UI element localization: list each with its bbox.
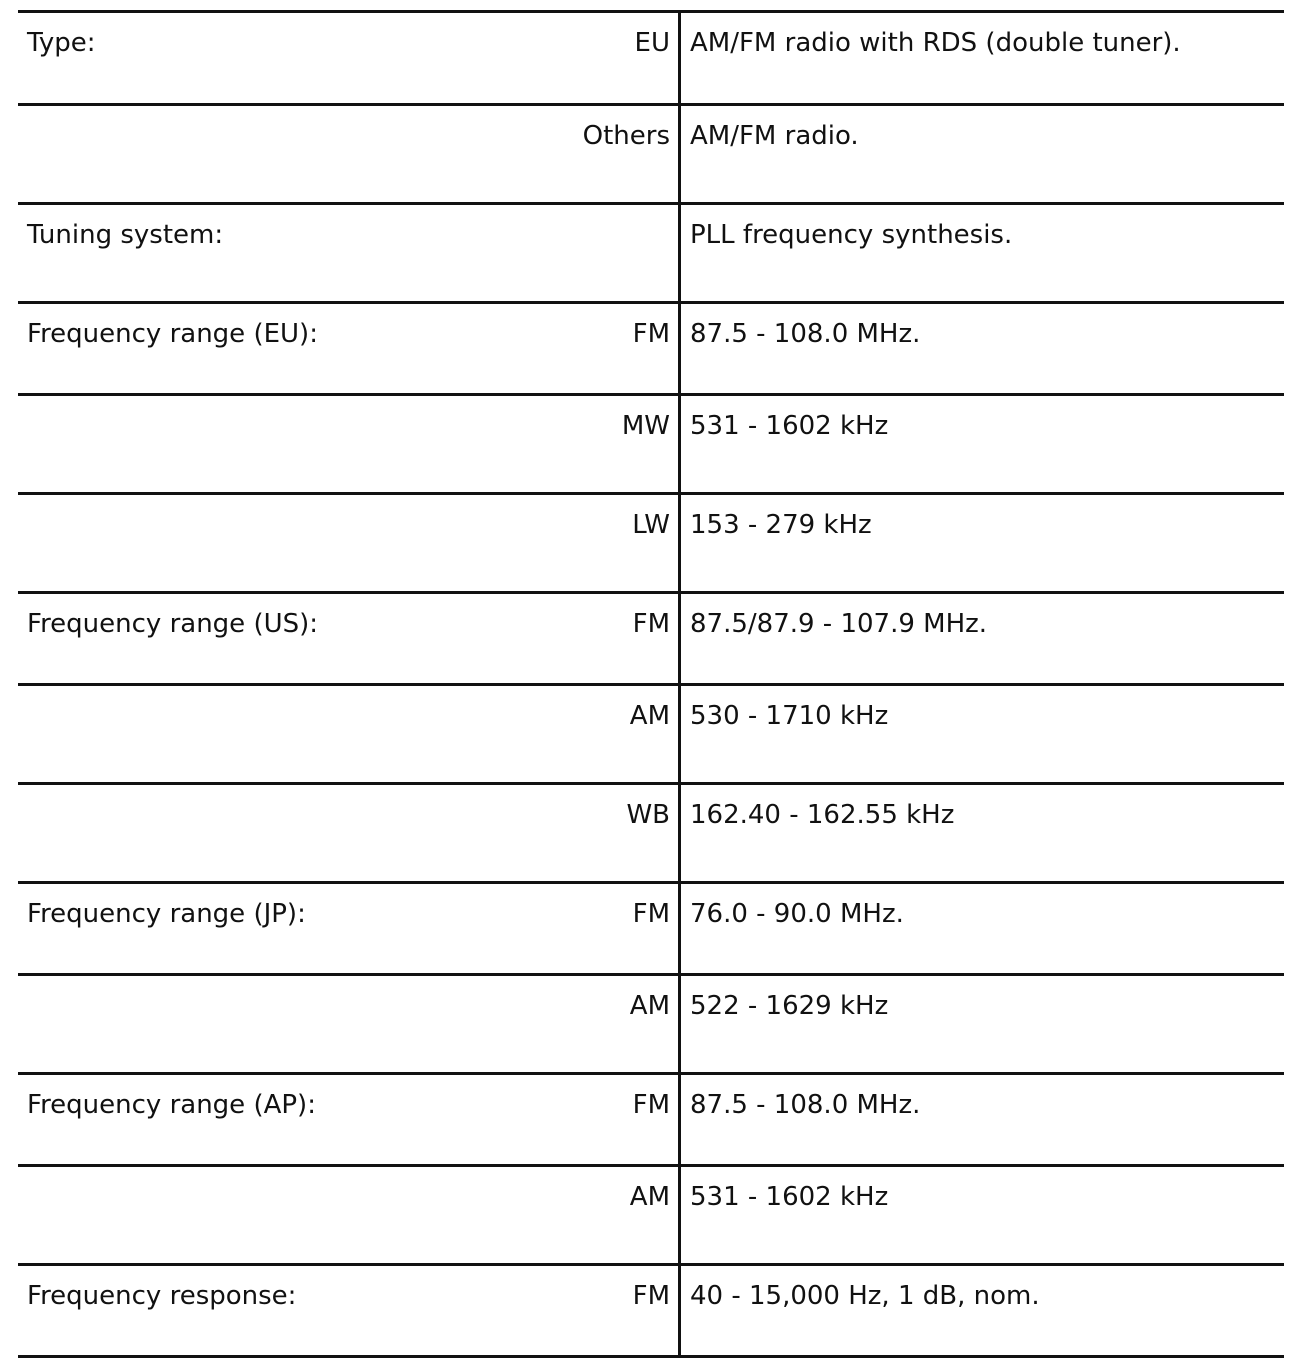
value-cell <box>681 13 1284 103</box>
label-cell <box>18 304 681 393</box>
value-cell <box>681 304 1284 393</box>
row-value: 530 - 1710 kHz <box>690 701 889 731</box>
label-cell <box>18 13 681 103</box>
value-cell <box>681 495 1284 591</box>
row-label: Frequency range (JP): <box>27 899 306 929</box>
row-label: Frequency range (US): <box>27 609 319 639</box>
row-value: AM/FM radio. <box>690 121 859 151</box>
table-row <box>18 1263 1284 1358</box>
value-cell <box>681 594 1284 683</box>
row-value: 153 - 279 kHz <box>690 510 872 540</box>
row-value: PLL frequency synthesis. <box>690 220 1013 250</box>
table-row <box>18 1072 1284 1164</box>
label-cell <box>18 594 681 683</box>
row-qualifier: AM <box>629 701 670 731</box>
row-qualifier: FM <box>632 1281 670 1311</box>
label-cell <box>18 976 681 1072</box>
label-cell <box>18 1167 681 1263</box>
row-label: Frequency range (AP): <box>27 1090 316 1120</box>
value-cell <box>681 884 1284 973</box>
row-label: Frequency response: <box>27 1281 297 1311</box>
value-cell <box>681 205 1284 301</box>
value-cell <box>681 106 1284 202</box>
table-row <box>18 881 1284 973</box>
row-qualifier: AM <box>629 991 670 1021</box>
label-cell <box>18 1075 681 1164</box>
value-cell <box>681 396 1284 492</box>
row-label: Tuning system: <box>27 220 224 250</box>
value-cell <box>681 686 1284 782</box>
spec-table <box>18 10 1284 1358</box>
row-qualifier: MW <box>621 411 670 441</box>
value-cell <box>681 785 1284 881</box>
row-qualifier: EU <box>634 28 670 58</box>
table-row <box>18 591 1284 683</box>
row-value: 40 - 15,000 Hz, 1 dB, nom. <box>690 1281 1040 1311</box>
row-qualifier: FM <box>632 899 670 929</box>
table-row <box>18 10 1284 103</box>
row-value: 76.0 - 90.0 MHz. <box>690 899 904 929</box>
table-row <box>18 973 1284 1072</box>
label-cell <box>18 686 681 782</box>
table-row <box>18 202 1284 301</box>
label-cell <box>18 396 681 492</box>
label-cell <box>18 106 681 202</box>
row-qualifier: FM <box>632 319 670 349</box>
row-qualifier: FM <box>632 1090 670 1120</box>
label-cell <box>18 884 681 973</box>
table-row <box>18 103 1284 202</box>
row-label: Type: <box>27 28 96 58</box>
row-value: 531 - 1602 kHz <box>690 411 889 441</box>
row-qualifier: AM <box>629 1182 670 1212</box>
label-cell <box>18 1266 681 1355</box>
table-row <box>18 782 1284 881</box>
row-value: 87.5 - 108.0 MHz. <box>690 319 921 349</box>
row-label: Frequency range (EU): <box>27 319 318 349</box>
table-row <box>18 1164 1284 1263</box>
row-value: 531 - 1602 kHz <box>690 1182 889 1212</box>
value-cell <box>681 1266 1284 1355</box>
label-cell <box>18 495 681 591</box>
row-qualifier: LW <box>632 510 670 540</box>
row-qualifier: WB <box>626 800 670 830</box>
row-value: AM/FM radio with RDS (double tuner). <box>690 28 1181 58</box>
row-qualifier: FM <box>632 609 670 639</box>
table-row <box>18 683 1284 782</box>
value-cell <box>681 1167 1284 1263</box>
table-row <box>18 492 1284 591</box>
label-cell <box>18 785 681 881</box>
row-value: 87.5/87.9 - 107.9 MHz. <box>690 609 988 639</box>
row-value: 522 - 1629 kHz <box>690 991 889 1021</box>
table-row <box>18 301 1284 393</box>
table-row <box>18 393 1284 492</box>
row-qualifier: Others <box>582 121 670 151</box>
value-cell <box>681 976 1284 1072</box>
row-value: 87.5 - 108.0 MHz. <box>690 1090 921 1120</box>
row-value: 162.40 - 162.55 kHz <box>690 800 955 830</box>
value-cell <box>681 1075 1284 1164</box>
label-cell <box>18 205 681 301</box>
